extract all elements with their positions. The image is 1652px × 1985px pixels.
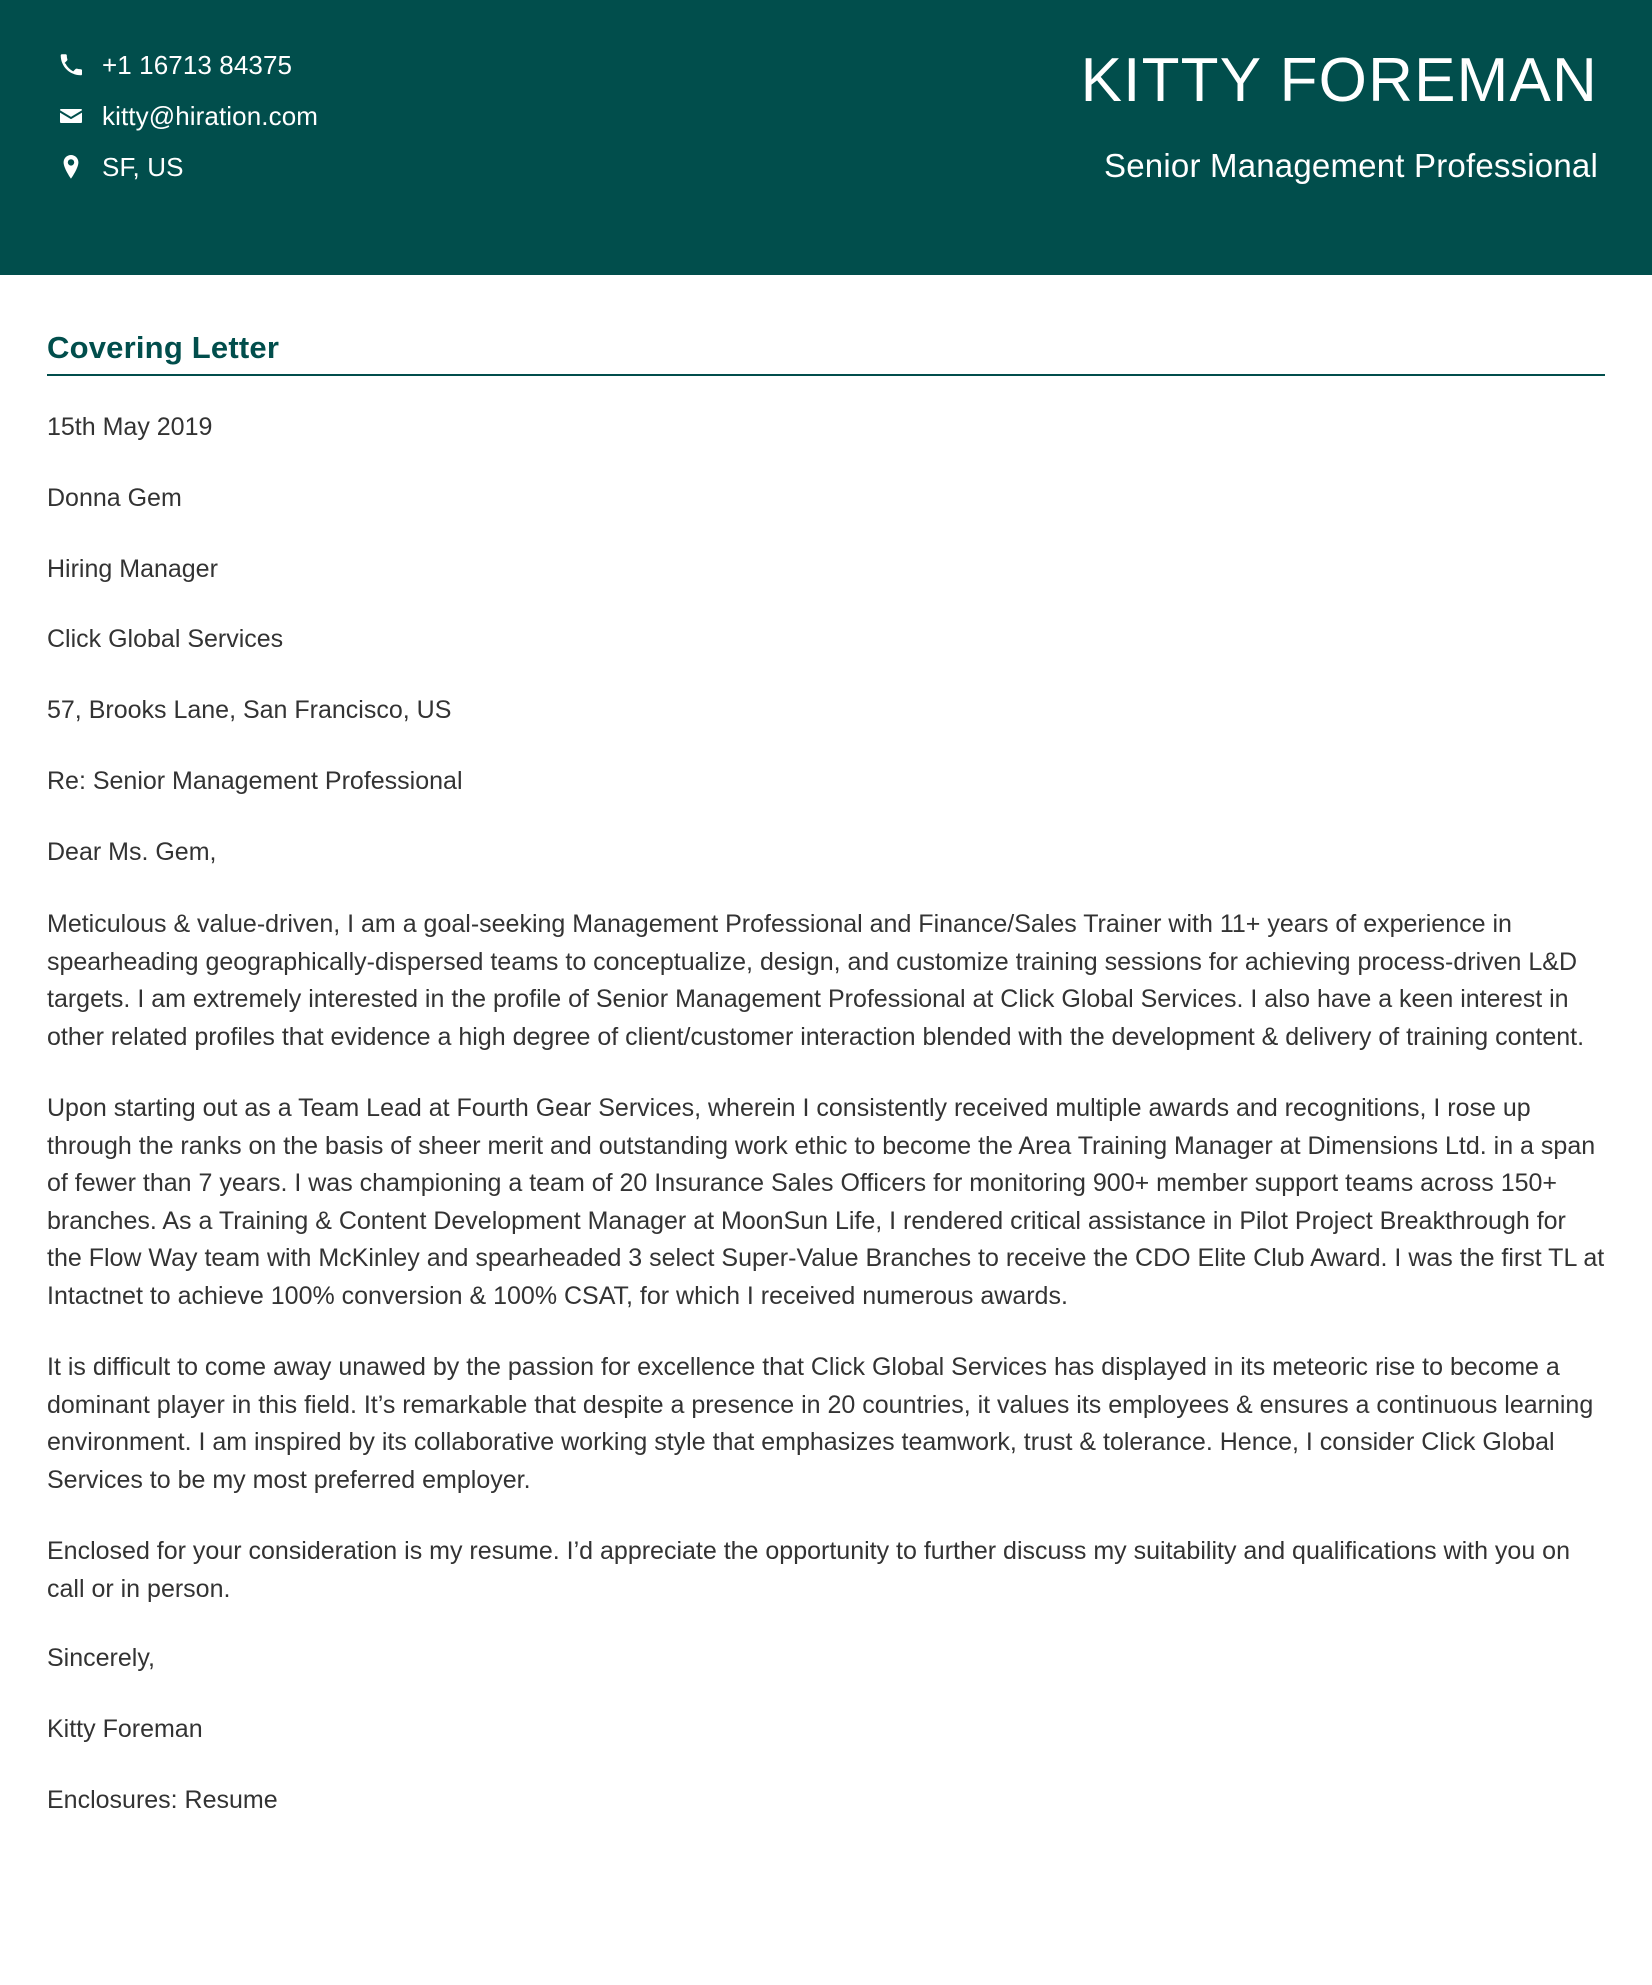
location-text: SF, US [102,152,184,182]
contact-item-location [58,154,318,180]
candidate-name: KITTY FOREMAN [1080,46,1598,115]
document-header [0,0,1652,275]
letter-enclosures: Enclosures: Resume [47,1785,278,1814]
letter-paragraph: It is difficult to come away unawed by the passion for excellence that Click Global Services has displayed in its meteoric rise to become a dominant player in this field. It’s remarkable that despite a presence in 20 countries, it values its employees & ensures a continuous learning environment. I am inspired by its collaborative working style that emphasizes teamwork, trust & tolerance. Hence, I consider Click Global Services to be my most preferred employer. [47,1353,1594,1494]
document-body [0,275,1652,1818]
recipient-address: 57, Brooks Lane, San Francisco, US [47,696,452,725]
letter-paragraph: Enclosed for your consideration is my resume. I’d appreciate the opportunity to further discuss my suitability and qualifications with you on call or in person. [47,1537,1570,1603]
email-address-text: kitty@hiration.com [102,101,319,131]
identity-block [1081,44,1602,185]
phone-number-text: +1 16713 84375 [102,50,293,80]
letter-paragraph: Meticulous & value-driven, I am a goal-seeking Management Professional and Finance/Sales Trainer with 11+ years of experience in spearheading geographically-dispersed teams to conceptualize, design, and customize training sessions for achieving process-driven L&D targets. I am extremely interested in the profile of Senior Management Professional at Click Global Services. I also have a keen interest in other related profiles that evidence a high degree of client/customer interaction blended with the development & delivery of training content. [47,910,1585,1051]
letter-sign-off: Sincerely, [47,1644,155,1673]
letter-salutation: Dear Ms. Gem, [47,837,217,866]
map-pin-icon [58,155,84,179]
recipient-name: Donna Gem [47,483,182,512]
letter-subject: Re: Senior Management Professional [47,766,463,795]
envelope-icon [58,104,84,128]
section-divider [47,374,1605,376]
phone-icon [58,53,84,77]
recipient-title: Hiring Manager [47,554,218,583]
contact-info-list [58,44,318,180]
section-title-covering-letter: Covering Letter [47,330,280,365]
letter-sender-name: Kitty Foreman [47,1715,203,1744]
candidate-job-title: Senior Management Professional [1104,147,1598,185]
recipient-company: Click Global Services [47,625,284,654]
contact-item-phone [58,52,318,78]
letter-content [47,411,1605,1818]
contact-item-email [58,103,318,129]
letter-paragraph: Upon starting out as a Team Lead at Fourth Gear Services, wherein I consistently received multiple awards and recognitions, I rose up through the ranks on the basis of sheer merit and outstanding work ethic to become the Area Training Manager at Dimensions Ltd. in a span of fewer than 7 years. I was championing a team of 20 Insurance Sales Officers for monitoring 900+ member support teams across 150+ branches. As a Training & Content Development Manager at MoonSun Life, I rendered critical assistance in Pilot Project Breakthrough for the Flow Way team with McKinley and spearheaded 3 select Super-Value Branches to receive the CDO Elite Club Award. I was the first TL at Intactnet to achieve 100% conversion & 100% CSAT, for which I received numerous awards. [47,1094,1605,1310]
letter-date: 15th May 2019 [47,413,213,442]
